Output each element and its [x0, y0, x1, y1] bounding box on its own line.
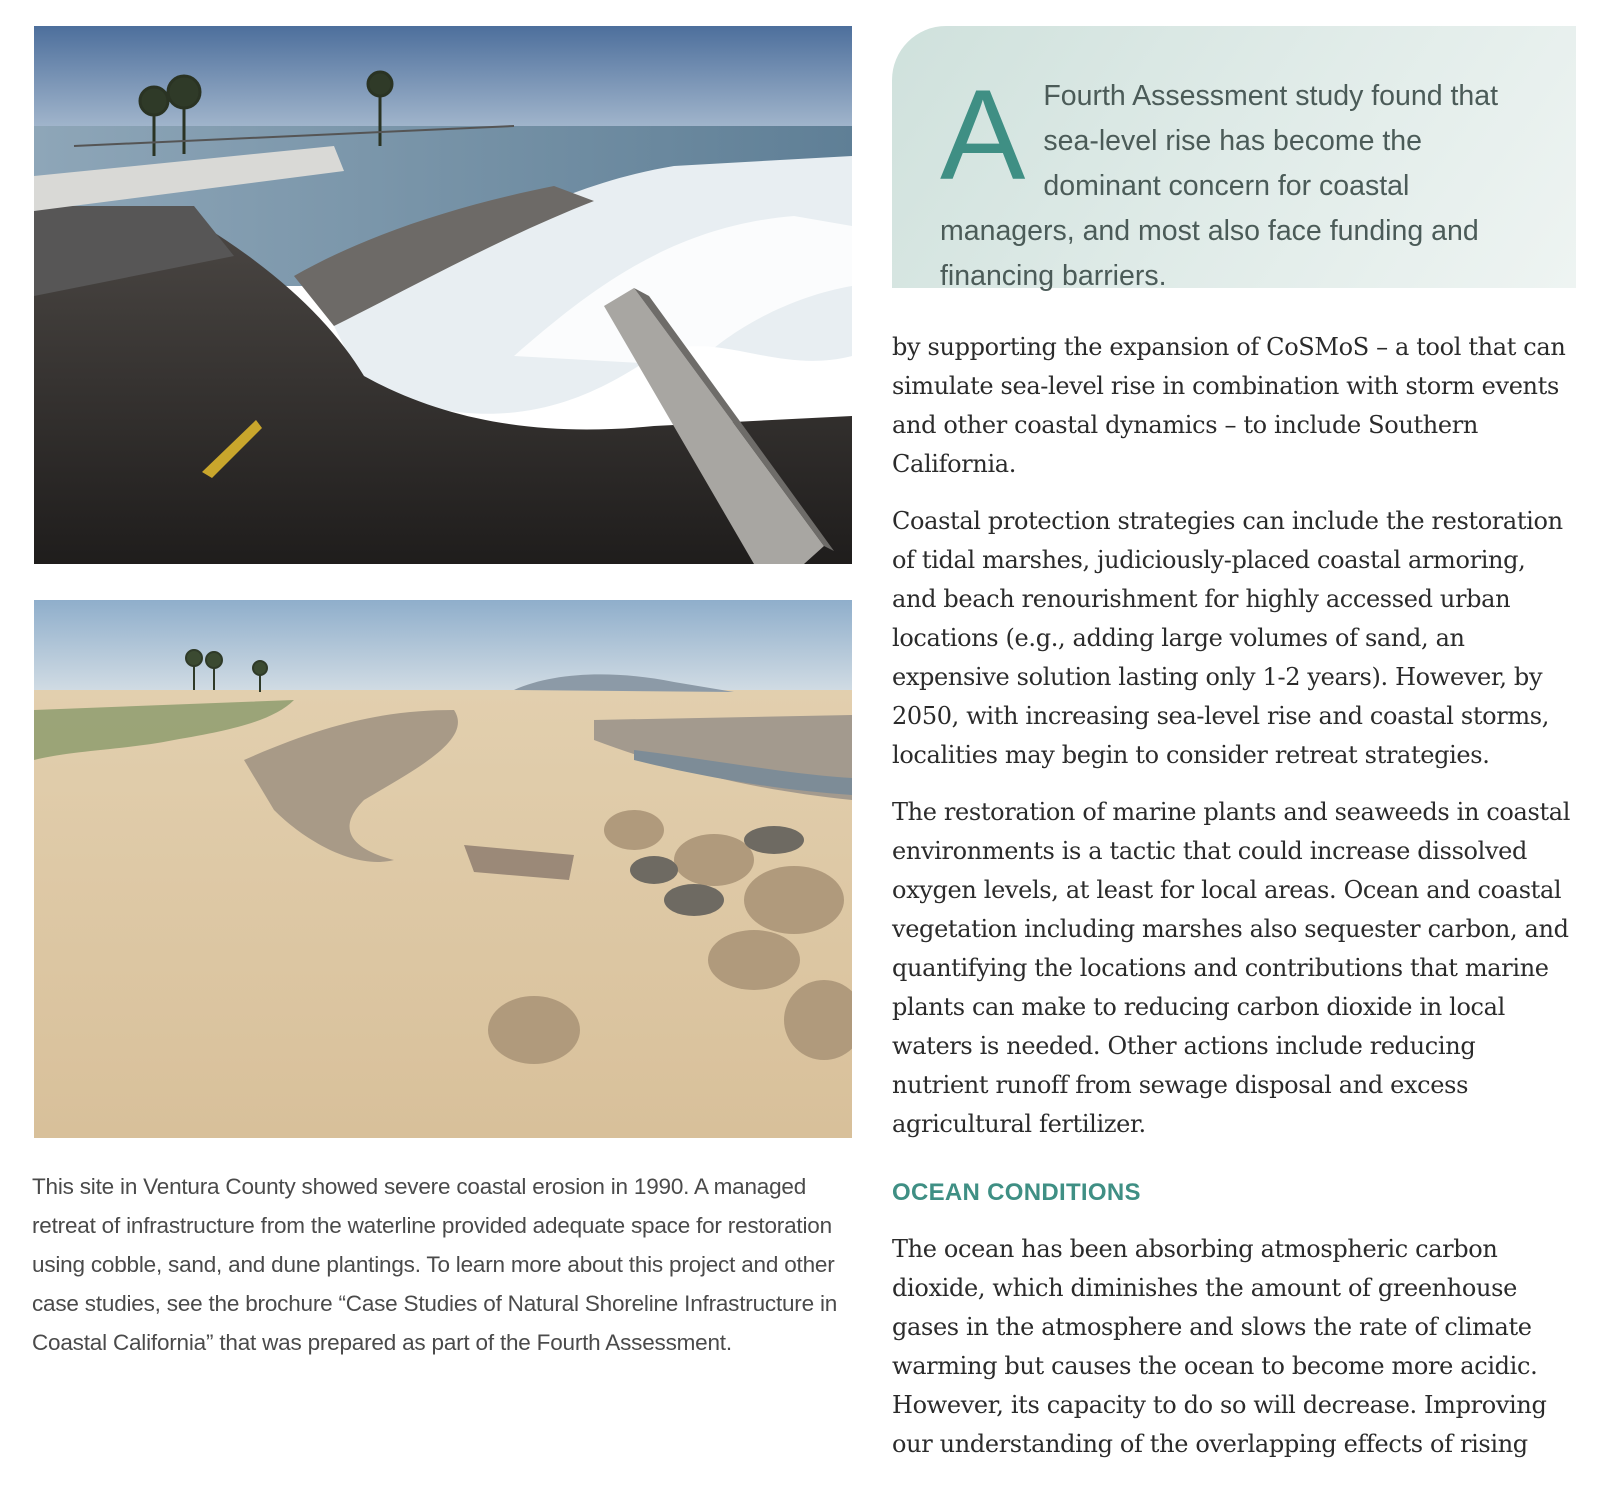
- body-paragraph-2: Coastal protection strategies can include the restoration of tidal marshes, judiciously-placed coastal armoring, and beach renourishment for highly accessed urban locations (e.g., adding large volumes of sand, an expensive solution lasting only 1-2 years). However, by 2050, with increasing sea-level rise and coastal storms, localities may begin to consider retreat strategies.: [892, 507, 1563, 769]
- photo-beach-image: [34, 600, 852, 1138]
- pullquote-dropcap: A: [940, 64, 1026, 207]
- body-paragraph-1: by supporting the expansion of CoSMoS – a tool that can simulate sea-level rise in combination with storm events and other coastal dynamics – to include Southern California.: [892, 333, 1566, 478]
- photo-caption: This site in Ventura County showed severe coastal erosion in 1990. A managed retreat of infrastructure from the waterline provided adequate space for restoration using cobble, sand, and dune plantings. To learn more about this project and other case studies, see the brochure “Case Studies of Natural Shoreline Infrastructure in Coastal California” that was prepared as part of the Fourth Assessment.: [32, 1174, 838, 1355]
- body-paragraph-ocean: The ocean has been absorbing atmospheric carbon dioxide, which diminishes the amount of greenhouse gases in the atmosphere and slows the rate of climate warming but causes the ocean to become more acidic. However, its capacity to do so will decrease. Improving our understanding of the overlapping effects of rising: [892, 1235, 1547, 1458]
- photo-erosion-image: [34, 26, 852, 564]
- section-heading-ocean-conditions: OCEAN CONDITIONS: [892, 1179, 1141, 1206]
- photo-restored-beach: [34, 600, 852, 1138]
- body-paragraph-3: The restoration of marine plants and seaweeds in coastal environments is a tactic that could increase dissolved oxygen levels, at least for local areas. Ocean and coastal vegetation including marshes also sequester carbon, and quantifying the locations and contributions that marine plants can make to reducing carbon dioxide in local waters is needed. Other actions include reducing nutrient runoff from sewage disposal and excess agricultural fertilizer.: [892, 798, 1571, 1138]
- body-column: [892, 328, 1572, 1482]
- photo-erosion-1990: [34, 26, 852, 564]
- pullquote-text: Fourth Assessment study found that sea-level rise has become the dominant concern for coastal managers, and most also face funding and financing barriers.: [940, 80, 1499, 292]
- pullquote-box: [892, 26, 1576, 292]
